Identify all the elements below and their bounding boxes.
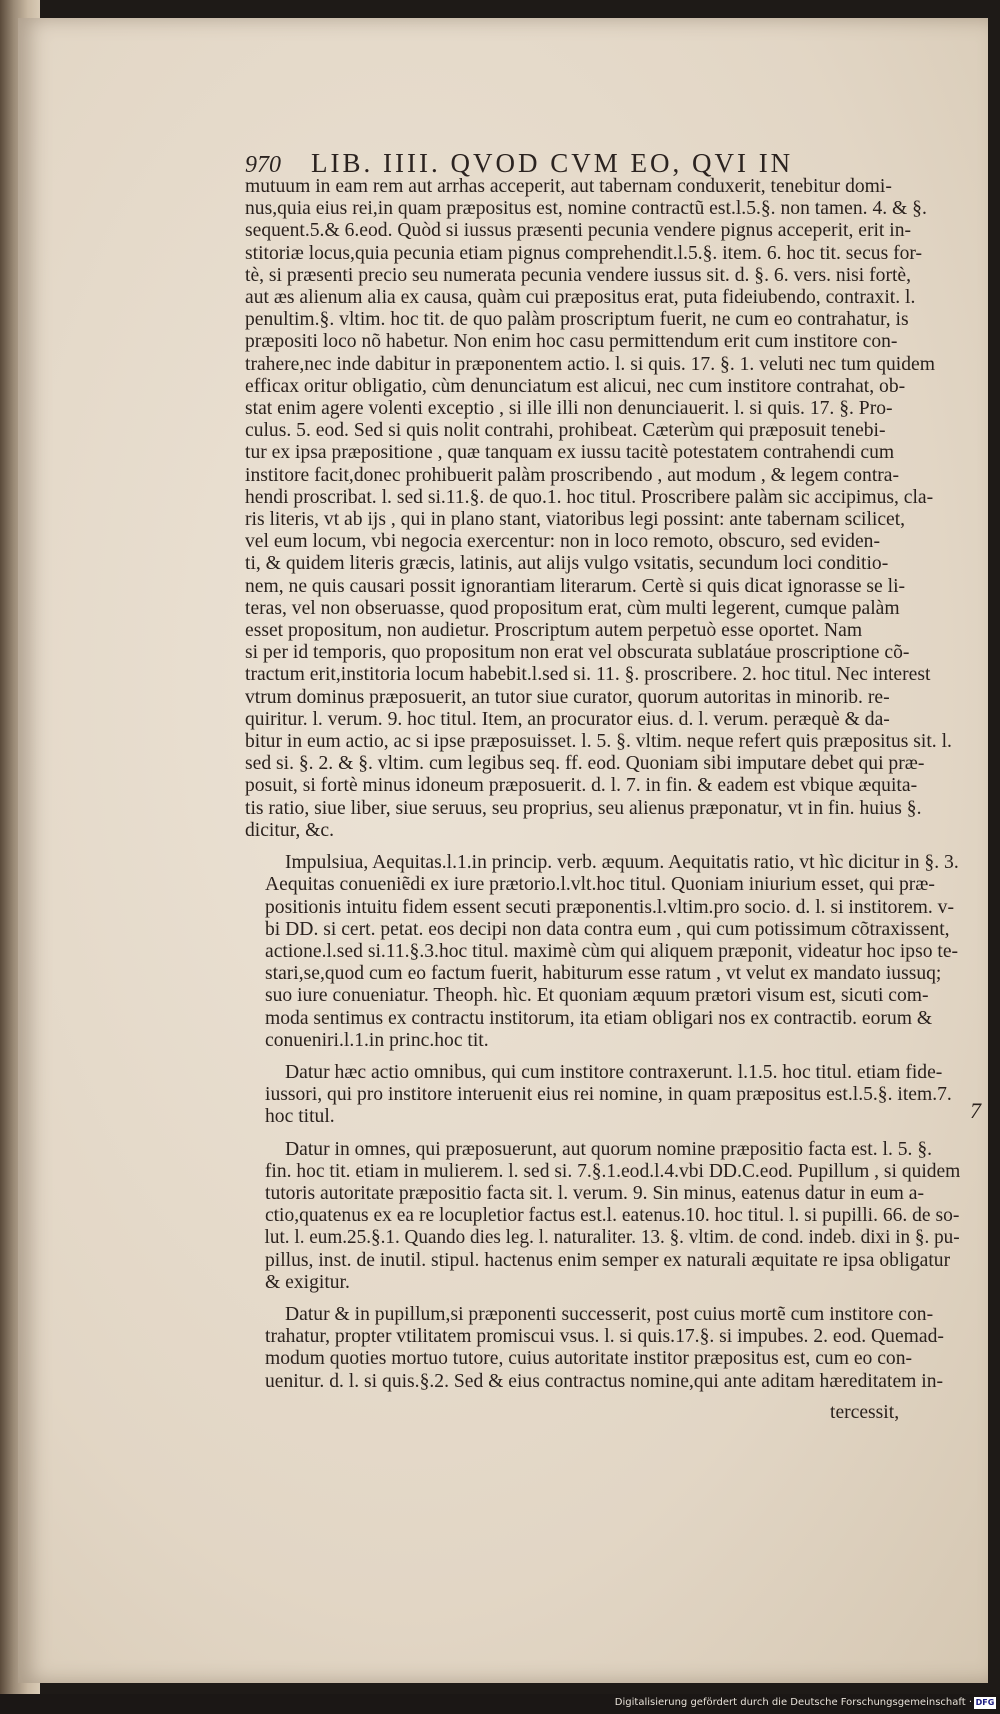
text-line: esset propositum, non audietur. Proscriptum autem perpetuò esse oportet. Nam xyxy=(245,620,863,642)
text-line: tractum erit,institoria locum habebit.l.sed si. 11. §. proscribere. 2. hoc titul. Nec interest xyxy=(245,664,931,686)
text-line: nem, ne quis causari possit ignorantiam literarum. Certè si quis dicat ignorasse se li- xyxy=(245,575,906,597)
text-line: aut æs alienum alia ex causa, quàm cui præpositus erat, puta fideiubendo, contraxit. l. xyxy=(245,287,916,309)
text-line: Datur hæc actio omnibus, qui cum institore contraxerunt. l.1.5. hoc titul. etiam fide- xyxy=(285,1061,943,1083)
text-line: actione.l.sed si.11.§.3.hoc titul. maximè cùm qui aliquem præponit, videatur hoc ipso te- xyxy=(265,940,959,962)
text-line: quiritur. l. verum. 9. hoc titul. Item, an procurator eius. d. l. verum. peræquè & da- xyxy=(245,708,890,730)
text-line: hendi proscribat. l. sed si.11.§. de quo.1. hoc titul. Proscribere palàm sic accipimus, cla- xyxy=(245,486,934,508)
text-line: stat enim agere volenti exceptio , si ille illi non denunciauerit. l. si quis. 17. §. Pro- xyxy=(245,398,893,420)
text-line: sed si. §. 2. & §. vltim. cum legibus seq. ff. eod. Quoniam sibi imputare debet qui præ- xyxy=(245,753,925,775)
text-line: teras, vel non obseruasse, quod propositum erat, cùm multi legerent, cumque palàm xyxy=(245,597,900,619)
text-line: hoc titul. xyxy=(265,1106,335,1128)
text-line: fin. hoc tit. etiam in mulierem. l. sed si. 7.§.1.eod.l.4.vbi DD.C.eod. Pupillum , si quidem xyxy=(264,1160,961,1182)
text-line: culus. 5. eod. Sed si quis nolit contrahi, prohibeat. Cæterùm qui præposuit tenebi- xyxy=(245,420,886,442)
text-line: ctio,quatenus ex ea re locupletior factus est.l. eatenus.10. hoc titul. l. si pupilli. 66. de so- xyxy=(264,1205,960,1227)
text-line: bi DD. si cert. petat. eos decipi non data contra eum , qui cum potissimum cõtraxissent, xyxy=(265,918,950,940)
text-line: efficax oritur obligatio, cùm denunciatum est alicui, nec cum institore contrahat, ob- xyxy=(245,375,906,397)
text-line: tutoris autoritate præpositio facta sit. l. verum. 9. Sin minus, eatenus datur in eum a- xyxy=(265,1182,924,1204)
text-line: iussori, qui pro institore interuenit eius rei nomine, in quam præpositus est.l.5.§. item.7. xyxy=(265,1084,952,1106)
text-line: Aequitas conueniẽdi ex iure prætorio.l.vlt.hoc titul. Quoniam iniurium esset, qui præ- xyxy=(265,874,935,896)
text-line: Datur in omnes, qui præposuerunt, aut quorum nomine præpositio facta est. l. 5. §. xyxy=(285,1138,933,1160)
text-line: institore facit,donec prohibuerit palàm proscribendo , aut modum , & legem contra- xyxy=(245,464,900,486)
text-line: & exigitur. xyxy=(265,1271,350,1293)
running-head xyxy=(245,148,945,179)
text-line: vtrum dominus præposuerit, an tutor siue curator, quorum autoritas in minorib. re- xyxy=(245,686,890,708)
text-line: tis ratio, siue liber, siue seruus, seu proprius, seu alienus præponatur, vt in fin. huius §. xyxy=(245,797,922,819)
text-line: mutuum in eam rem aut arrhas acceperit, aut tabernam conduxerit, tenebitur domi- xyxy=(245,176,892,197)
text-line: tè, si præsenti precio seu numerata pecunia vendere iussus sit. d. §. 6. vers. nisi fortè, xyxy=(245,264,912,286)
text-line: uenitur. d. l. si quis.§.2. Sed & eius contractus nomine,qui ante aditam hæreditatem in- xyxy=(265,1370,944,1392)
text-line: moda sentimus ex contractu institorum, ita etiam obligari nos ex contractib. eorum & xyxy=(265,1007,933,1029)
paragraph xyxy=(245,1062,960,1129)
paragraph xyxy=(245,1139,960,1294)
text-line: conueniri.l.1.in princ.hoc tit. xyxy=(265,1029,489,1051)
dfg-logo-icon: DFG xyxy=(975,1698,995,1707)
marginal-number: 7 xyxy=(970,1098,981,1123)
paragraph xyxy=(245,176,960,842)
body-text xyxy=(245,176,960,1403)
catchword: tercessit, xyxy=(830,1402,900,1423)
text-line: Datur & in pupillum,si præponenti successerit, post cuius mortẽ cum institore con- xyxy=(285,1303,934,1325)
text-line: præpositi loco nõ habetur. Non enim hoc casu permittendum erit cum institore con- xyxy=(245,331,898,353)
text-line: stitoriæ locus,quia pecunia etiam pignus comprehendit.l.5.§. item. 6. hoc tit. secus for- xyxy=(245,242,923,264)
text-line: nus,quia eius rei,in quam præpositus est, nomine contractũ est.l.5.§. non tamen. 4. & §. xyxy=(245,198,927,220)
running-head-title: LIB. IIII. QVOD CVM EO, QVI IN xyxy=(311,148,794,178)
text-line: trahatur, propter vtilitatem promiscui vsus. l. si quis.17.§. si impubes. 2. eod. Quemad- xyxy=(265,1326,944,1348)
text-line: si per id temporis, quo propositum non erat vel obscurata sublatáue proscriptione cõ- xyxy=(245,642,910,664)
text-line: pillus, inst. de inutil. stipul. hactenus enim semper ex naturali æquitate re ipsa obligatur xyxy=(265,1249,951,1271)
text-line: tur ex ipsa præpositione , quæ tanquam ex iussu tacitè potestatem contrahendi cum xyxy=(245,442,895,464)
text-line: Impulsiua, Aequitas.l.1.in princip. verb. æquum. Aequitatis ratio, vt hìc dicitur in §. 3. xyxy=(285,852,959,874)
text-line: sequent.5.& 6.eod. Quòd si iussus præsenti pecunia vendere pignus acceperit, erit in- xyxy=(245,220,912,242)
text-line: posuit, si fortè minus idoneum præposuerit. d. l. 7. in fin. & eadem est vbique æquita- xyxy=(245,775,918,797)
text-line: lut. l. eum.25.§.1. Quando dies leg. l. naturaliter. 13. §. vltim. de cond. indeb. dixi in §. pu- xyxy=(264,1227,960,1249)
text-line: stari,se,quod cum eo factum fuerit, habiturum esse ratum , vt velut ex mandato iussuq; xyxy=(265,963,942,985)
text-line: ris literis, vt ab ijs , qui in plano stant, viatoribus legi possint: ante tabernam scilicet, xyxy=(245,509,906,531)
text-line: positionis intuitu fidem essent secuti præponentis.l.vltim.pro socio. d. l. si institorem. v- xyxy=(265,896,955,918)
text-line: penultim.§. vltim. hoc tit. de quo palàm proscriptum fuerit, ne cum eo contrahatur, is xyxy=(245,309,909,331)
text-line: dicitur, &c. xyxy=(245,819,334,841)
text-line: ti, & quidem literis græcis, latinis, aut alijs vulgo vsitatis, secundum loci conditio- xyxy=(245,553,889,575)
text-line: suo iure conueniatur. Theoph. hìc. Et quoniam æquum prætori visum est, sicuti com- xyxy=(265,985,929,1007)
text-line: modum quoties mortuo tutore, cuius autoritate institor præpositus est, cum eo con- xyxy=(265,1348,913,1370)
footer-credit: Digitalisierung gefördert durch die Deutsche Forschungsgemeinschaft · xyxy=(614,1697,972,1708)
page-number: 970 xyxy=(245,152,281,178)
text-line: vel eum locum, vbi negocia exercentur: non in loco remoto, obscuro, sed eviden- xyxy=(245,531,880,553)
paragraph xyxy=(245,1304,960,1393)
paragraph xyxy=(245,852,960,1052)
text-line: bitur in eum actio, ac si ipse præposuisset. l. 5. §. vltim. neque refert quis præpositus sit. l. xyxy=(245,731,952,753)
text-line: trahere,nec inde dabitur in præponentem actio. l. si quis. 17. §. 1. veluti nec tum quidem xyxy=(245,353,935,375)
